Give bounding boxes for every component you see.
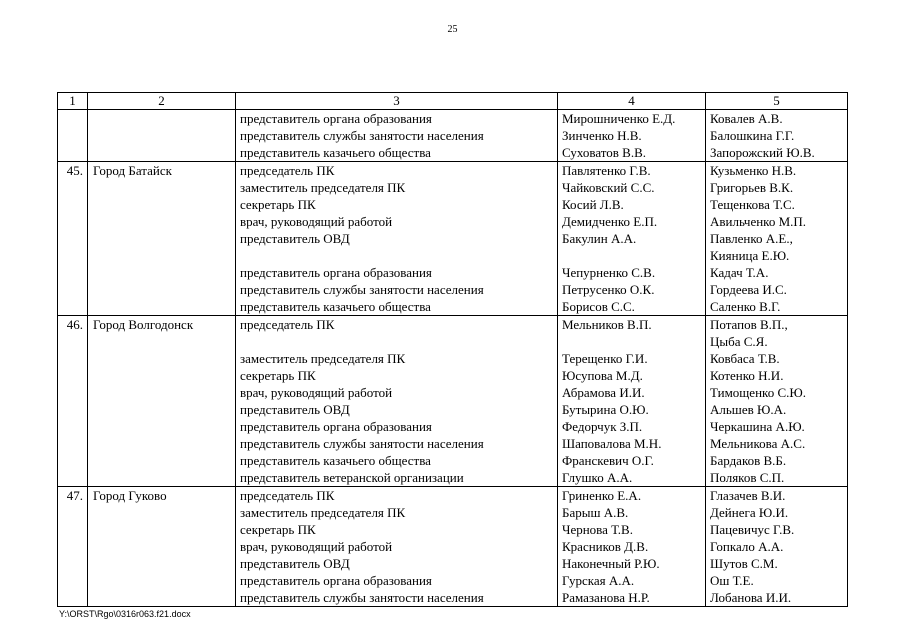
- row-number: 47.: [58, 487, 88, 607]
- member-line: Барыш А.В.: [562, 505, 629, 520]
- role-line: представитель службы занятости населения: [240, 590, 484, 605]
- reserve-line: Бардаков В.Б.: [710, 453, 787, 468]
- role-line: представитель ветеранской организации: [240, 470, 464, 485]
- member-line: Гриненко Е.А.: [562, 488, 642, 503]
- header-col-1: 1: [58, 93, 88, 110]
- city-name: Город Волгодонск: [88, 316, 236, 487]
- reserve-line: Балошкина Г.Г.: [710, 128, 795, 143]
- table-row: [58, 316, 848, 487]
- role-line: представитель казачьего общества: [240, 453, 431, 468]
- member-line: Чепурненко С.В.: [562, 265, 656, 280]
- reserve-line: Авильченко М.П.: [710, 214, 807, 229]
- reserve-line: Ош Т.Е.: [710, 573, 754, 588]
- member-line: Зинченко Н.В.: [562, 128, 642, 143]
- reserves-cell: [706, 487, 848, 607]
- roles-cell: [236, 316, 558, 487]
- member-line: Франскевич О.Г.: [562, 453, 654, 468]
- role-line: [240, 247, 557, 264]
- member-line: Терещенко Г.И.: [562, 351, 648, 366]
- member-line: Юсупова М.Д.: [562, 368, 643, 383]
- reserves-cell: [706, 316, 848, 487]
- member-line: Федорчук З.П.: [562, 419, 643, 434]
- role-line: секретарь ПК: [240, 522, 316, 537]
- role-line: представитель ОВД: [240, 402, 350, 417]
- member-line: Гурская А.А.: [562, 573, 635, 588]
- members-cell: [558, 316, 706, 487]
- commission-table: [57, 92, 848, 607]
- reserve-line: Цыба С.Я.: [710, 334, 768, 349]
- role-line: председатель ПК: [240, 317, 335, 332]
- member-line: Чайковский С.С.: [562, 180, 655, 195]
- member-line: Наконечный Р.Ю.: [562, 556, 660, 571]
- members-cell: [558, 110, 706, 162]
- member-line: Мирошниченко Е.Д.: [562, 111, 676, 126]
- reserve-line: Мельникова А.С.: [710, 436, 806, 451]
- role-line: заместитель председателя ПК: [240, 505, 406, 520]
- member-line: Суховатов В.В.: [562, 145, 646, 160]
- table-header-row: [58, 93, 848, 110]
- reserve-line: Кузьменко Н.В.: [710, 163, 797, 178]
- member-line: Борисов С.С.: [562, 299, 635, 314]
- reserve-line: Дейнега Ю.И.: [710, 505, 789, 520]
- role-line: представитель ОВД: [240, 231, 350, 246]
- role-line: председатель ПК: [240, 163, 335, 178]
- member-line: Бакулин А.А.: [562, 231, 637, 246]
- member-line: Чернова Т.В.: [562, 522, 633, 537]
- reserves-cell: [706, 162, 848, 316]
- member-line: Павлятенко Г.В.: [562, 163, 651, 178]
- roles-cell: [236, 110, 558, 162]
- file-path-footer: Y:\ORST\Rgo\0316r063.f21.docx: [59, 609, 191, 619]
- city-name: Город Батайск: [88, 162, 236, 316]
- reserve-line: Запорожский Ю.В.: [710, 145, 815, 160]
- role-line: представитель органа образования: [240, 265, 432, 280]
- reserve-line: Альшев Ю.А.: [710, 402, 787, 417]
- header-col-2: 2: [88, 93, 236, 110]
- reserves-cell: [706, 110, 848, 162]
- role-line: представитель казачьего общества: [240, 299, 431, 314]
- role-line: заместитель председателя ПК: [240, 351, 406, 366]
- city-name: Город Гуково: [88, 487, 236, 607]
- member-line: Бутырина О.Ю.: [562, 402, 649, 417]
- table-row: [58, 110, 848, 162]
- reserve-line: Глазачев В.И.: [710, 488, 786, 503]
- reserve-line: Ковалев А.В.: [710, 111, 783, 126]
- members-cell: [558, 162, 706, 316]
- role-line: представитель службы занятости населения: [240, 282, 484, 297]
- city-name: [88, 110, 236, 162]
- member-line: Глушко А.А.: [562, 470, 633, 485]
- reserve-line: Гордеева И.С.: [710, 282, 787, 297]
- role-line: врач, руководящий работой: [240, 385, 393, 400]
- reserve-line: Саленко В.Г.: [710, 299, 781, 314]
- role-line: представитель службы занятости населения: [240, 436, 484, 451]
- role-line: врач, руководящий работой: [240, 539, 393, 554]
- role-line: представитель органа образования: [240, 573, 432, 588]
- reserve-line: Тещенкова Т.С.: [710, 197, 795, 212]
- reserve-line: Кадач Т.А.: [710, 265, 769, 280]
- reserve-line: Кияница Е.Ю.: [710, 248, 790, 263]
- role-line: представитель органа образования: [240, 419, 432, 434]
- reserve-line: Потапов В.П.,: [710, 317, 788, 332]
- row-number: [58, 110, 88, 162]
- reserve-line: Гопкало А.А.: [710, 539, 784, 554]
- reserve-line: Тимощенко С.Ю.: [710, 385, 806, 400]
- member-line: [562, 247, 705, 264]
- reserve-line: Григорьев В.К.: [710, 180, 794, 195]
- page-number: 25: [447, 24, 458, 35]
- reserve-line: Черкашина А.Ю.: [710, 419, 805, 434]
- roles-cell: [236, 162, 558, 316]
- header-col-3: 3: [236, 93, 558, 110]
- member-line: Красников Д.В.: [562, 539, 649, 554]
- member-line: [562, 333, 705, 350]
- member-line: Шаповалова М.Н.: [562, 436, 662, 451]
- reserve-line: Шутов С.М.: [710, 556, 778, 571]
- row-number: 46.: [58, 316, 88, 487]
- role-line: [240, 333, 557, 350]
- role-line: секретарь ПК: [240, 197, 316, 212]
- role-line: секретарь ПК: [240, 368, 316, 383]
- reserve-line: Поляков С.П.: [710, 470, 785, 485]
- reserve-line: Ковбаса Т.В.: [710, 351, 780, 366]
- role-line: заместитель председателя ПК: [240, 180, 406, 195]
- member-line: Мельников В.П.: [562, 317, 652, 332]
- member-line: Петрусенко О.К.: [562, 282, 655, 297]
- row-number: 45.: [58, 162, 88, 316]
- roles-cell: [236, 487, 558, 607]
- member-line: Демидченко Е.П.: [562, 214, 658, 229]
- member-line: Абрамова И.И.: [562, 385, 645, 400]
- role-line: председатель ПК: [240, 488, 335, 503]
- role-line: представитель службы занятости населения: [240, 128, 484, 143]
- table-row: [58, 162, 848, 316]
- header-col-4: 4: [558, 93, 706, 110]
- member-line: Косий Л.В.: [562, 197, 624, 212]
- members-cell: [558, 487, 706, 607]
- table-row: [58, 487, 848, 607]
- role-line: врач, руководящий работой: [240, 214, 393, 229]
- header-col-5: 5: [706, 93, 848, 110]
- role-line: представитель ОВД: [240, 556, 350, 571]
- role-line: представитель казачьего общества: [240, 145, 431, 160]
- reserve-line: Котенко Н.И.: [710, 368, 784, 383]
- role-line: представитель органа образования: [240, 111, 432, 126]
- reserve-line: Пацевичус Г.В.: [710, 522, 795, 537]
- reserve-line: Павленко А.Е.,: [710, 231, 793, 246]
- reserve-line: Лобанова И.И.: [710, 590, 792, 605]
- member-line: Рамазанова Н.Р.: [562, 590, 650, 605]
